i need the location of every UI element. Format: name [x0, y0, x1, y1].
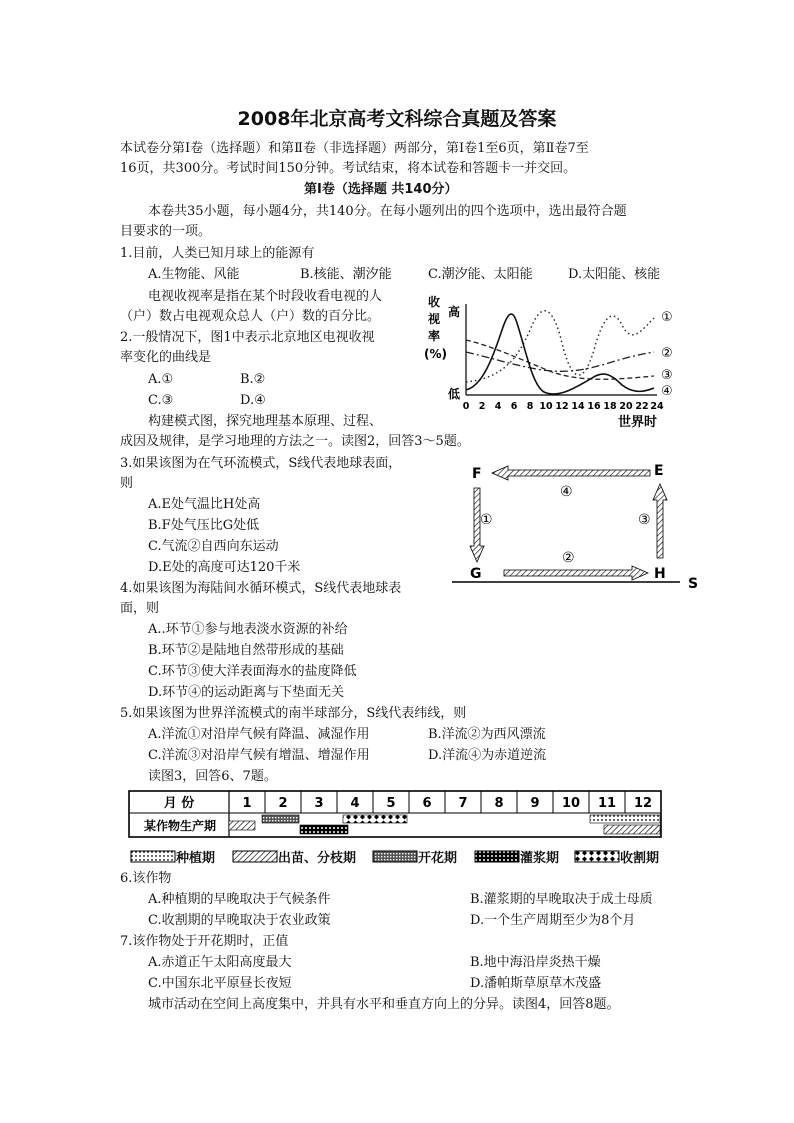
tv-note-2: （户）数占电视观众总人（户）数的百分比。: [120, 309, 381, 324]
q7-stem: 7.该作物处于开花期时，正值: [120, 934, 289, 949]
q3-stem-1: 3.如果该图为在气环流模式，S线代表地球表面，: [120, 456, 402, 471]
q6-option-c[interactable]: C.收割期的早晚取决于农业政策: [148, 913, 331, 928]
legend-harvest-label: 收割期: [620, 851, 660, 866]
fig3-bar-flowering: [262, 815, 299, 823]
fig1-curve-label-3: ③: [661, 368, 673, 383]
q3-option-b[interactable]: B.F处气压比G处低: [148, 518, 260, 533]
q1-option-b[interactable]: B.核能、潮汐能: [300, 267, 392, 282]
fig3-month-5: 5: [386, 796, 396, 811]
q3-option-a[interactable]: A.E处气温比H处高: [148, 497, 261, 512]
fig1-curve-3: [466, 340, 654, 379]
section-desc-1: 本卷共35小题，每小题4分，共140分。在每小题列出的四个选项中，选出最符合题: [148, 204, 627, 219]
fig3-month-4: 4: [350, 796, 360, 811]
fig1-curve-4: [466, 314, 654, 394]
q1-option-a[interactable]: A.生物能、风能: [148, 267, 240, 282]
figure-1-tv-ratings: [422, 290, 690, 430]
q4-option-a[interactable]: A..环节①参与地表淡水资源的补给: [148, 622, 348, 637]
legend-filling-label: 灌浆期: [520, 851, 560, 866]
fig1-x-tick: 6: [510, 401, 518, 412]
q3-option-c[interactable]: C.气流②自西向东运动: [148, 539, 279, 554]
fig2-label-2: ②: [562, 550, 575, 566]
fig3-header: 月 份: [163, 796, 195, 811]
fig3-month-3: 3: [314, 796, 324, 811]
fig1-x-tick: 4: [494, 401, 502, 412]
fig1-x-tick: 8: [526, 401, 534, 412]
fig3-bar-sprout-late: [604, 825, 660, 834]
q7-option-d[interactable]: D.潘帕斯草原草木茂盛: [470, 976, 602, 991]
q2-option-a[interactable]: A.①: [148, 372, 174, 387]
q6-stem: 6.该作物: [120, 871, 172, 886]
fig3-months: [242, 791, 652, 813]
q3-stem-2: 则: [120, 476, 134, 491]
legend-harvest-swatch: [574, 850, 620, 863]
q2-option-d[interactable]: D.④: [240, 393, 266, 408]
q2-option-b[interactable]: B.②: [240, 372, 266, 387]
q7-option-b[interactable]: B.地中海沿岸炎热干燥: [470, 955, 601, 970]
fig1-ylabel-2: 视: [428, 312, 441, 326]
fig2-point-g: G: [470, 566, 482, 582]
fig1-x-tick: 10: [539, 401, 553, 412]
fig2-point-s: S: [688, 576, 699, 592]
fig2-point-f: F: [472, 466, 482, 482]
fig1-x-tick: 16: [587, 401, 601, 412]
intro-line-1: 本试卷分第Ⅰ卷（选择题）和第Ⅱ卷（非选择题）两部分，第Ⅰ卷1至6页，第Ⅱ卷7至: [120, 141, 589, 156]
fig1-ylabel-4: (%): [424, 347, 447, 361]
fig3-month-11: 11: [597, 796, 617, 811]
model-note-2: 成因及规律，是学习地理的方法之一。读图2，回答3～5题。: [120, 434, 470, 449]
figure-3-crop-calendar: [128, 790, 662, 838]
fig2-point-e: E: [654, 463, 664, 479]
fig1-x-tick: 22: [635, 401, 649, 412]
fig3-bar-sprout-early: [229, 821, 255, 830]
page-title: 2008年北京高考文科综合真题及答案: [237, 108, 557, 130]
legend-harvest: [574, 847, 659, 866]
q4-option-d[interactable]: D.环节④的运动距离与下垫面无关: [148, 685, 345, 700]
fig3-month-12: 12: [633, 796, 653, 811]
q4-stem-1: 4.如果该图为海陆间水循环模式，S线代表地球表: [120, 581, 402, 596]
section-desc-2: 目要求的一项。: [120, 224, 212, 239]
fig3-bar-filling: [300, 825, 348, 834]
legend-sprout-label: 出苗、分枝期: [278, 851, 357, 866]
q7-option-c[interactable]: C.中国东北平原昼长夜短: [148, 976, 292, 991]
legend-planting: [130, 847, 215, 866]
legend-filling: [474, 847, 559, 866]
q2-stem-1: 2.一般情况下，图1中表示北京地区电视收视: [120, 330, 375, 345]
fig1-x-tick: 12: [555, 401, 569, 412]
fig1-curve-label-2: ②: [661, 346, 673, 361]
q5-option-c[interactable]: C.洋流③对沿岸气候有增温、增湿作用: [148, 748, 370, 763]
fig2-label-1: ①: [480, 512, 493, 528]
fig1-x-tick: 18: [603, 401, 617, 412]
legend-planting-label: 种植期: [176, 851, 216, 866]
q4-stem-2: 面，则: [120, 601, 160, 616]
fig3-month-6: 6: [422, 796, 432, 811]
q7-option-a[interactable]: A.赤道正午太阳高度最大: [148, 955, 292, 970]
fig1-curve-2: [466, 352, 654, 371]
q6-option-d[interactable]: D.一个生产周期至少为8个月: [470, 913, 636, 928]
fig3-month-1: 1: [242, 796, 252, 811]
fig1-x-tick: 0: [462, 401, 470, 412]
fig1-curve-label-4: ④: [661, 384, 673, 399]
legend-flowering-swatch: [372, 850, 418, 863]
fig2-arrow-3: [653, 484, 667, 558]
q1-option-c[interactable]: C.潮汐能、太阳能: [428, 267, 533, 282]
q5-option-b[interactable]: B.洋流②为西风漂流: [428, 727, 546, 742]
fig1-x-tick: 14: [571, 401, 585, 412]
legend-flowering-label: 开花期: [418, 851, 458, 866]
fig3-month-9: 9: [530, 796, 540, 811]
final-note: 城市活动在空间上高度集中，并具有水平和垂直方向上的分异。读图4，回答8题。: [148, 997, 620, 1012]
figure-2-circulation-model: [452, 458, 704, 598]
fig1-ylabel-1: 收: [428, 295, 441, 309]
fig1-xlabel: 世界时: [618, 415, 658, 430]
fig1-y-high: 高: [448, 305, 461, 319]
tv-note-1: 电视收视率是指在某个时段收看电视的人: [148, 289, 383, 304]
intro-line-2: 16页，共300分。考试时间150分钟。考试结束，将本试卷和答题卡一并交回。: [120, 161, 577, 176]
fig1-x-tick: 24: [650, 401, 664, 412]
q5-option-a[interactable]: A.洋流①对沿岸气候有降温、减湿作用: [148, 727, 370, 742]
fig3-month-10: 10: [561, 796, 581, 811]
fig3-intro: 读图3，回答6、7题。: [148, 769, 277, 784]
fig1-y-low: 低: [448, 387, 461, 401]
q4-option-b[interactable]: B.环节②是陆地自然带形成的基础: [148, 643, 344, 658]
legend-planting-swatch: [130, 850, 176, 863]
q5-option-d[interactable]: D.洋流④为赤道逆流: [428, 748, 547, 763]
fig2-label-3: ③: [638, 512, 651, 528]
fig1-x-tick: 2: [478, 401, 486, 412]
fig2-arrow-2: [504, 566, 648, 580]
q1-option-d[interactable]: D.太阳能、核能: [568, 267, 661, 282]
fig2-point-h: H: [654, 566, 666, 582]
legend-filling-swatch: [474, 850, 520, 863]
fig3-row-label: 某作物生产期: [143, 819, 217, 833]
q6-option-a[interactable]: A.种植期的早晚取决于气候条件: [148, 892, 331, 907]
q2-option-c[interactable]: C.③: [148, 393, 174, 408]
fig3-month-7: 7: [458, 796, 468, 811]
model-note-1: 构建模式图，探究地理基本原理、过程、: [148, 414, 383, 429]
fig3-bar-planting: [590, 815, 660, 823]
section-title: 第Ⅰ卷（选择题 共140分）: [304, 182, 458, 197]
q3-option-d[interactable]: D.E处的高度可达120千米: [148, 560, 301, 575]
q4-option-c[interactable]: C.环节③使大洋表面海水的盐度降低: [148, 664, 357, 679]
fig1-x-tick: 20: [619, 401, 633, 412]
q2-stem-2: 率变化的曲线是: [120, 350, 212, 365]
fig3-bar-harvest: [343, 815, 407, 823]
fig3-month-8: 8: [494, 796, 504, 811]
fig1-ylabel-3: 率: [428, 329, 441, 343]
fig3-month-2: 2: [278, 796, 288, 811]
legend-flowering: [372, 847, 457, 866]
q6-option-b[interactable]: B.灌浆期的早晚取决于成土母质: [470, 892, 653, 907]
legend-sprout: [232, 847, 356, 866]
q1-stem: 1.目前，人类已知月球上的能源有: [120, 246, 315, 261]
fig2-label-4: ④: [560, 484, 573, 500]
fig1-curve-label-1: ①: [661, 310, 673, 325]
q5-stem: 5.如果该图为世界洋流模式的南半球部分，S线代表纬线，则: [120, 706, 467, 721]
fig2-arrow-4: [492, 466, 650, 480]
legend-sprout-swatch: [232, 850, 278, 863]
